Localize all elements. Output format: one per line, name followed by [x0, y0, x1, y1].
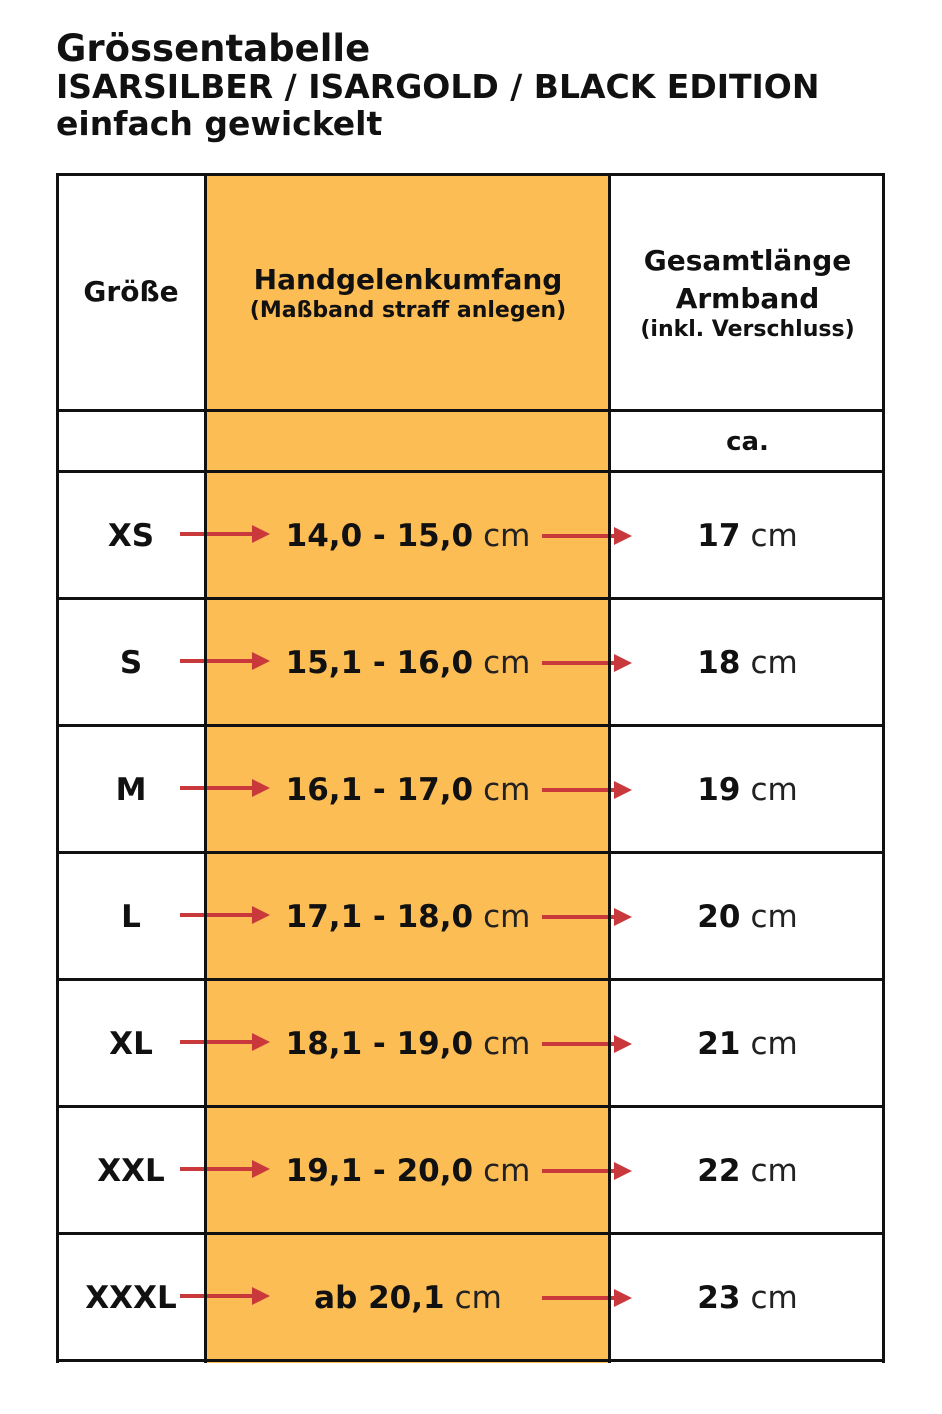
border-right — [882, 173, 885, 1363]
length-cell — [610, 980, 885, 1107]
border-top — [56, 173, 885, 176]
length-value: 17 — [697, 517, 741, 554]
length-value: 20 — [697, 898, 741, 935]
size-label: XXXL — [85, 1279, 177, 1316]
header-size — [56, 173, 206, 411]
length-value: 22 — [697, 1152, 741, 1189]
arrow-right-icon — [180, 903, 270, 927]
column-divider-1 — [204, 173, 207, 1363]
length-unit: cm — [750, 771, 798, 808]
arrow-right-icon — [542, 524, 642, 548]
column-divider-2 — [608, 173, 611, 1363]
arrow-right-icon — [542, 651, 642, 675]
arrow-right-icon — [180, 649, 270, 673]
approx-cell — [610, 411, 885, 472]
length-value: 21 — [697, 1025, 741, 1062]
wrist-value: 19,1 - 20,0 — [285, 1152, 474, 1189]
border-left — [56, 173, 59, 1363]
row-divider — [56, 978, 885, 981]
size-label: XS — [107, 517, 155, 554]
wrist-value: 14,0 - 15,0 — [285, 517, 474, 554]
arrow-right-icon — [180, 1157, 270, 1181]
wrist-value: 16,1 - 17,0 — [285, 771, 474, 808]
arrow-right-icon — [180, 776, 270, 800]
row-divider — [56, 1105, 885, 1108]
row-divider — [56, 597, 885, 600]
wrist-unit: cm — [483, 517, 531, 554]
header-length — [610, 173, 885, 411]
approx-label: ca. — [726, 426, 769, 457]
header-wrist-note: (Maßband straff anlegen) — [249, 298, 567, 324]
wrist-unit: cm — [483, 898, 531, 935]
wrist-value: 15,1 - 16,0 — [285, 644, 474, 681]
length-cell — [610, 1107, 885, 1234]
title-line-3: einfach gewickelt — [56, 104, 383, 144]
header-length-label-1: Gesamtlänge — [643, 243, 852, 277]
size-label: L — [121, 898, 141, 935]
title-line-1: Grössentabelle — [56, 27, 371, 70]
arrow-right-icon — [542, 1159, 642, 1183]
header-length-note: (inkl. Verschluss) — [640, 317, 855, 343]
wrist-unit: cm — [483, 771, 531, 808]
size-label: XXL — [97, 1152, 165, 1189]
length-cell — [610, 853, 885, 980]
wrist-value: 18,1 - 19,0 — [285, 1025, 474, 1062]
wrist-unit: cm — [454, 1279, 502, 1316]
length-unit: cm — [750, 1025, 798, 1062]
arrow-right-icon — [180, 1030, 270, 1054]
arrow-right-icon — [180, 1284, 270, 1308]
arrow-right-icon — [542, 778, 642, 802]
wrist-value: 17,1 - 18,0 — [285, 898, 474, 935]
wrist-unit: cm — [483, 1152, 531, 1189]
row-divider — [56, 1359, 885, 1362]
wrist-value: ab 20,1 — [314, 1279, 445, 1316]
length-cell — [610, 472, 885, 599]
length-value: 18 — [697, 644, 741, 681]
length-cell — [610, 599, 885, 726]
length-cell — [610, 726, 885, 853]
size-label: XL — [109, 1025, 153, 1062]
arrow-right-icon — [542, 1286, 642, 1310]
arrow-right-icon — [180, 522, 270, 546]
arrow-right-icon — [542, 905, 642, 929]
page-title — [56, 28, 819, 143]
size-label: M — [115, 771, 147, 808]
length-value: 19 — [697, 771, 741, 808]
length-value: 23 — [697, 1279, 741, 1316]
length-unit: cm — [750, 898, 798, 935]
header-size-label: Größe — [83, 275, 179, 309]
size-table — [56, 173, 885, 1363]
title-line-2: ISARSILBER / ISARGOLD / BLACK EDITION — [56, 67, 820, 107]
row-divider — [56, 724, 885, 727]
length-cell — [610, 1234, 885, 1361]
arrow-right-icon — [542, 1032, 642, 1056]
header-wrist-label: Handgelenkumfang — [253, 262, 563, 296]
length-unit: cm — [750, 1152, 798, 1189]
wrist-unit: cm — [483, 1025, 531, 1062]
header-divider — [56, 409, 885, 412]
header-wrist — [206, 173, 610, 411]
size-label: S — [119, 644, 143, 681]
length-unit: cm — [750, 517, 798, 554]
header-length-label-2: Armband — [675, 281, 820, 315]
row-divider — [56, 1232, 885, 1235]
wrist-unit: cm — [483, 644, 531, 681]
length-unit: cm — [750, 1279, 798, 1316]
length-unit: cm — [750, 644, 798, 681]
approx-divider — [56, 470, 885, 473]
row-divider — [56, 851, 885, 854]
